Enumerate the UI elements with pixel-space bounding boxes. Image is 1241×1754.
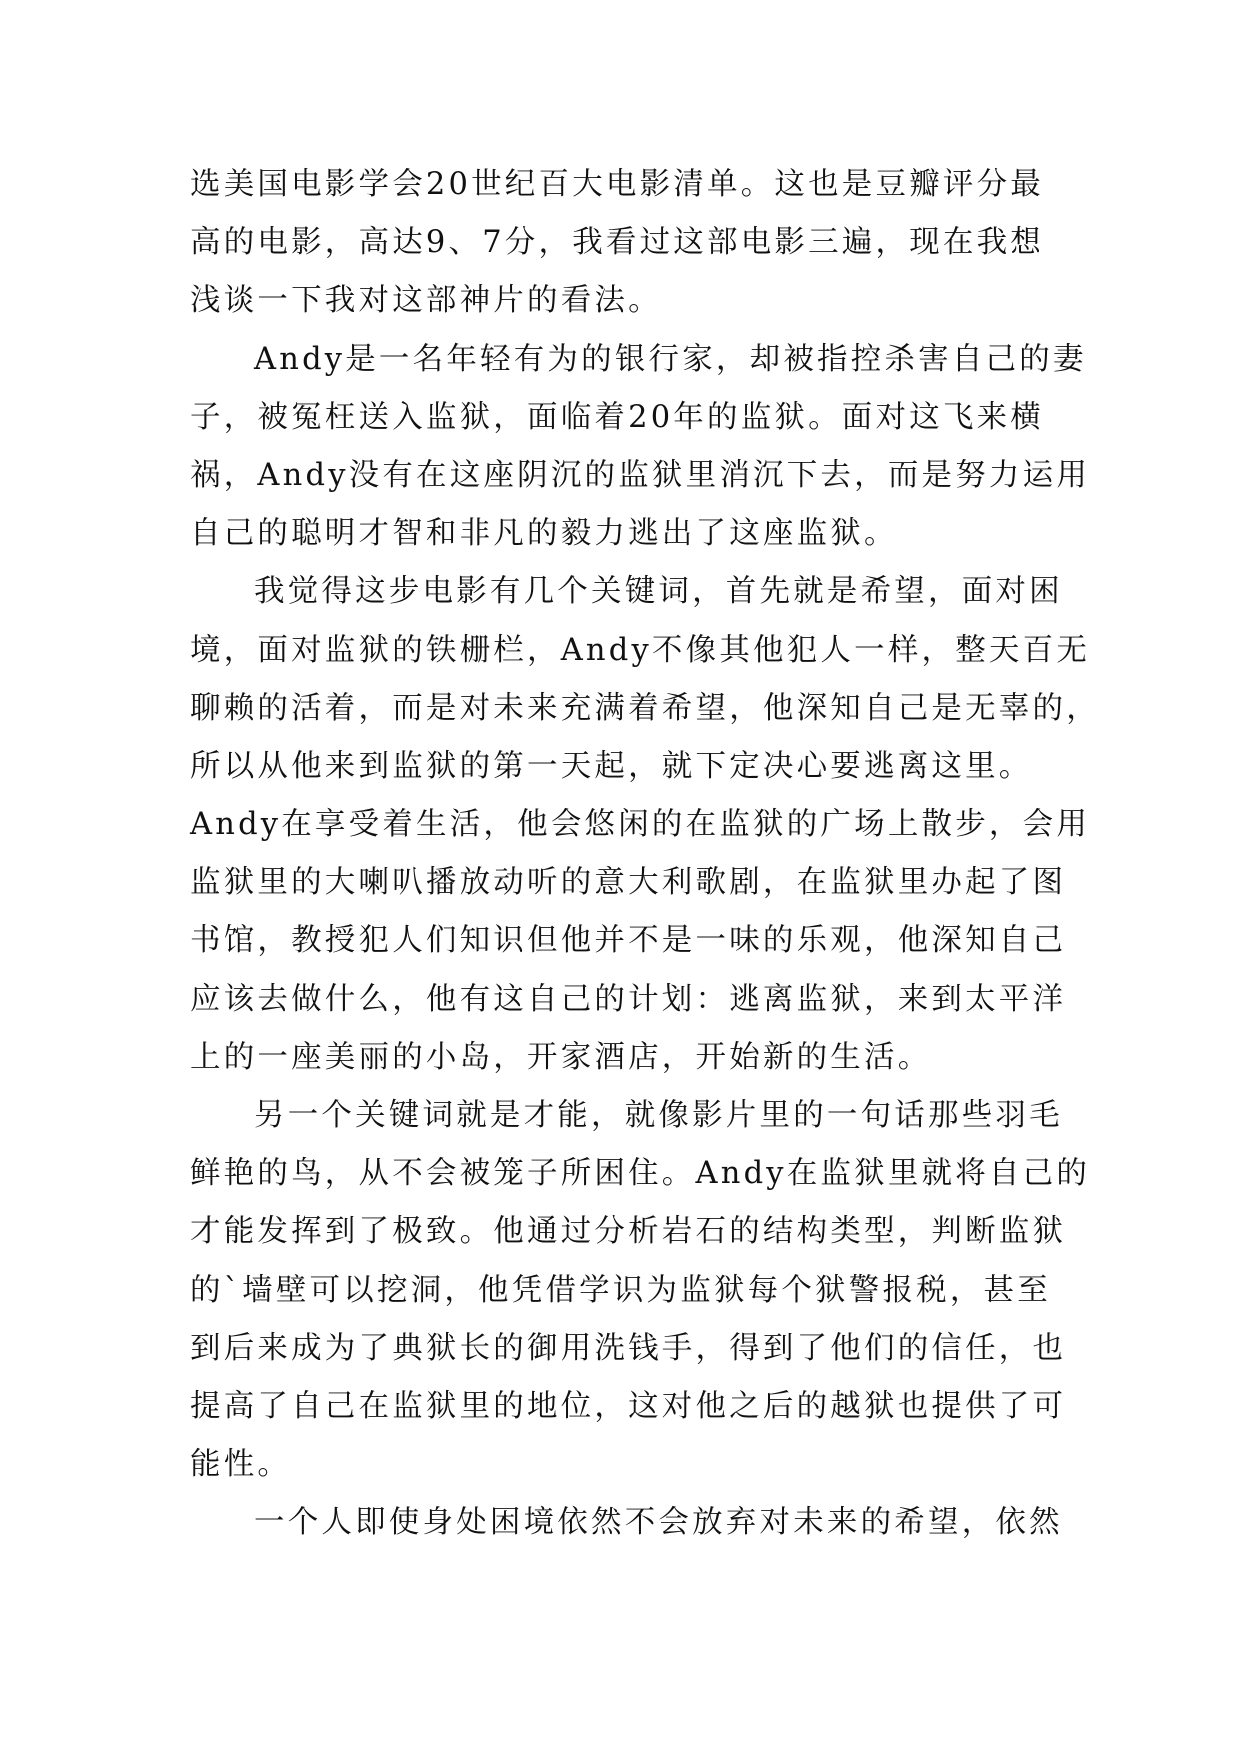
text-line: 鲜艳的鸟，从不会被笼子所困住。Andy在监狱里就将自己的 (190, 1156, 1091, 1192)
text-line: 自己的聪明才智和非凡的毅力逃出了这座监狱。 (190, 516, 898, 552)
essay-body (190, 156, 1100, 1553)
text-line: 监狱里的大喇叭播放动听的意大利歌剧，在监狱里办起了图 (190, 865, 1067, 901)
paragraph-first-line: Andy是一名年轻有为的银行家，却被指控杀害自己的妻 (254, 341, 1087, 377)
text-line: 境，面对监狱的铁栅栏，Andy不像其他犯人一样，整天百无 (190, 632, 1091, 668)
text-line: 选美国电影学会20世纪百大电影清单。这也是豆瓣评分最 (190, 167, 1045, 202)
text-line: 子，被冤枉送入监狱，面临着20年的监狱。面对这飞来横 (190, 399, 1045, 435)
text-line: 提高了自己在监狱里的地位，这对他之后的越狱也提供了可 (190, 1388, 1067, 1424)
paragraph-first-line: 另一个关键词就是才能，就像影片里的一句话那些羽毛 (254, 1098, 1063, 1133)
paragraph-first-line: 一个人即使身处困境依然不会放弃对未来的希望，依然 (254, 1505, 1063, 1541)
text-line: 祸，Andy没有在这座阴沉的监狱里消沉下去，而是努力运用 (190, 457, 1091, 493)
text-line: 所以从他来到监狱的第一天起，就下定决心要逃离这里。 (190, 748, 1033, 784)
text-line: 到后来成为了典狱长的御用洗钱手，得到了他们的信任，也 (190, 1330, 1067, 1366)
text-line: 能性。 (190, 1447, 292, 1483)
text-line: 浅谈一下我对这部神片的看法。 (190, 283, 662, 319)
text-line: 书馆，教授犯人们知识但他并不是一味的乐观，他深知自己 (190, 923, 1067, 959)
text-line: Andy在享受着生活，他会悠闲的在监狱的广场上散步，会用 (190, 807, 1091, 843)
text-line: 上的一座美丽的小岛，开家酒店，开始新的生活。 (190, 1039, 932, 1075)
text-line: 的`墙壁可以挖洞，他凭借学识为监狱每个狱警报税，甚至 (190, 1272, 1051, 1308)
text-line: 高的电影，高达9、7分，我看过这部电影三遍，现在我想 (190, 225, 1045, 261)
paragraph-first-line: 我觉得这步电影有几个关键词，首先就是希望，面对困 (254, 574, 1063, 610)
text-line: 应该去做什么，他有这自己的计划：逃离监狱，来到太平洋 (190, 981, 1067, 1017)
text-line: 才能发挥到了极致。他通过分析岩石的结构类型，判断监狱 (190, 1214, 1067, 1250)
text-line: 聊赖的活着，而是对未来充满着希望，他深知自己是无辜的， (190, 690, 1100, 726)
